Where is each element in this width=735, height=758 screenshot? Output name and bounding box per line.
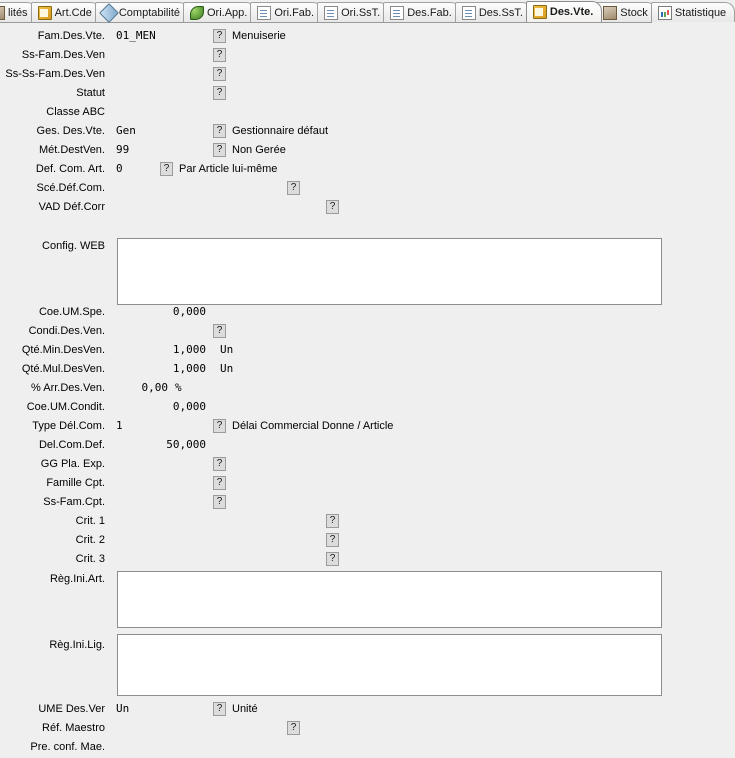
type-del-com-help-button[interactable]: ? <box>213 419 226 433</box>
tab-strip[interactable] <box>0 0 727 23</box>
tab-art-cde[interactable] <box>31 2 101 22</box>
field-label: Mét.DestVen. <box>38 144 105 156</box>
field-label: Réf. Maestro <box>42 722 105 734</box>
coe-um-spe-value[interactable]: 0,000 <box>172 305 206 318</box>
field-label: VAD Déf.Corr <box>38 201 105 213</box>
field-label: Qté.Mul.DesVen. <box>21 363 105 375</box>
field-row-type-del-com <box>0 418 652 437</box>
gg-pla-exp-help-button[interactable]: ? <box>213 457 226 471</box>
field-row-ss-ss-fam-des-ven <box>0 66 652 85</box>
tab-label: Statistique <box>674 6 727 19</box>
field-label: GG Pla. Exp. <box>40 458 105 470</box>
sce-def-com-help-button[interactable]: ? <box>287 181 300 195</box>
tab-label: Stock <box>620 6 648 19</box>
field-row-qte-min-desven <box>0 342 652 361</box>
arr-des-ven-value[interactable]: 0,00 <box>141 381 168 394</box>
met-destven-value[interactable]: 99 <box>116 143 130 156</box>
field-label: Config. WEB <box>42 240 105 252</box>
fam-des-vte-value[interactable]: 01_MEN <box>116 29 156 42</box>
reg-ini-art-textarea[interactable] <box>117 571 662 628</box>
field-row-statut <box>0 85 652 104</box>
field-row-crit-2 <box>0 532 652 551</box>
des-vte-form <box>0 23 652 753</box>
field-label: Pre. conf. Mae. <box>30 741 105 753</box>
field-row-ref-maestro <box>0 720 652 739</box>
config-web-textarea[interactable] <box>117 238 662 305</box>
tab-label: Des.Vte. <box>549 6 594 18</box>
tab-label: lités <box>8 6 28 19</box>
field-row-met-destven <box>0 142 652 161</box>
qte-mul-desven-value[interactable]: 1,000 <box>172 362 206 375</box>
field-label: Ss-Ss-Fam.Des.Ven <box>5 68 105 80</box>
field-row-ume-des-ver <box>0 701 652 720</box>
field-label: Ss-Fam.Cpt. <box>43 496 105 508</box>
field-row-qte-mul-desven <box>0 361 652 380</box>
tab-label: Ori.App. <box>207 6 248 19</box>
cube-icon <box>0 6 5 20</box>
field-row-ges-des-vte <box>0 123 652 142</box>
field-label: Type Dél.Com. <box>32 420 105 432</box>
field-label: Qté.Min.DesVen. <box>21 344 105 356</box>
tab-ori-sst[interactable] <box>317 2 389 22</box>
def-com-art-description: Par Article lui-même <box>179 163 278 175</box>
field-row-config-web <box>0 238 652 308</box>
chart-icon <box>658 6 672 20</box>
field-row-del-com-def <box>0 437 652 456</box>
tab-stock[interactable] <box>596 2 657 22</box>
met-destven-description: Non Gerée <box>232 144 286 156</box>
field-label: Fam.Des.Vte. <box>37 30 105 42</box>
field-label: Condi.Des.Ven. <box>28 325 105 337</box>
qte-mul-desven-unit: Un <box>220 362 234 375</box>
field-row-sce-def-com <box>0 180 652 199</box>
field-row-ss-fam-cpt <box>0 494 652 513</box>
ume-des-ver-description: Unité <box>232 703 258 715</box>
tab-label: Des.SsT. <box>478 6 523 19</box>
field-row-def-com-art <box>0 161 652 180</box>
crit-1-help-button[interactable]: ? <box>326 514 339 528</box>
crit-3-help-button[interactable]: ? <box>326 552 339 566</box>
crit-2-help-button[interactable]: ? <box>326 533 339 547</box>
ume-des-ver-help-button[interactable]: ? <box>213 702 226 716</box>
field-label: Ges. Des.Vte. <box>36 125 105 137</box>
leaf-icon <box>190 6 204 20</box>
tab-statistique[interactable] <box>651 2 735 22</box>
ref-maestro-help-button[interactable]: ? <box>287 721 300 735</box>
field-label: Règ.Ini.Art. <box>49 573 105 585</box>
tab-label: Ori.SsT. <box>341 6 381 19</box>
field-row-famille-cpt <box>0 475 652 494</box>
field-label: % Arr.Des.Ven. <box>31 382 105 394</box>
field-label: Crit. 2 <box>75 534 105 546</box>
ges-des-vte-help-button[interactable]: ? <box>213 124 226 138</box>
field-row-arr-des-ven <box>0 380 652 399</box>
condi-des-ven-help-button[interactable]: ? <box>213 324 226 338</box>
field-label: Règ.Ini.Lig. <box>49 639 105 651</box>
def-com-art-value[interactable]: 0 <box>116 162 123 175</box>
document-icon <box>324 6 338 20</box>
field-row-reg-ini-lig <box>0 631 652 697</box>
cube-icon <box>603 6 617 20</box>
type-del-com-description: Délai Commercial Donne / Article <box>232 420 394 432</box>
field-row-condi-des-ven <box>0 323 652 342</box>
qte-min-desven-unit: Un <box>220 343 234 356</box>
vad-def-corr-help-button[interactable]: ? <box>326 200 339 214</box>
reg-ini-lig-textarea[interactable] <box>117 634 662 696</box>
field-row-gg-pla-exp <box>0 456 652 475</box>
pencil-icon <box>99 3 119 23</box>
fam-des-vte-help-button[interactable]: ? <box>213 29 226 43</box>
field-row-coe-um-spe <box>0 304 652 570</box>
field-row-ss-fam-des-ven <box>0 47 652 66</box>
ss-ss-fam-des-ven-help-button[interactable]: ? <box>213 67 226 81</box>
field-label: Classe ABC <box>46 106 105 118</box>
tab-des-sst[interactable] <box>455 2 532 22</box>
field-row-fam-des-vte <box>0 28 652 47</box>
field-row-coe-um-condit <box>0 399 652 418</box>
ume-des-ver-value[interactable]: Un <box>116 702 130 715</box>
tab-label: Ori.Fab. <box>274 6 315 19</box>
met-destven-help-button[interactable]: ? <box>213 143 226 157</box>
arr-des-ven-unit: % <box>175 381 182 394</box>
tab-comptabilite[interactable] <box>95 2 189 22</box>
field-label: Scé.Déf.Com. <box>36 182 105 194</box>
field-label: Def. Com. Art. <box>35 163 105 175</box>
field-row-vad-def-corr <box>0 199 652 218</box>
book-icon <box>38 6 52 20</box>
document-icon <box>390 6 404 20</box>
tab-label: Des.Fab. <box>407 6 452 19</box>
field-label: Coe.UM.Condit. <box>26 401 105 413</box>
ges-des-vte-description: Gestionnaire défaut <box>232 125 329 137</box>
field-row-pre-conf-mae <box>0 739 652 758</box>
tab-des-vte[interactable] <box>526 1 602 22</box>
type-del-com-value[interactable]: 1 <box>116 419 123 432</box>
field-label: Coe.UM.Spe. <box>38 306 105 318</box>
field-label: Famille Cpt. <box>46 477 105 489</box>
ges-des-vte-value[interactable]: Gen <box>116 124 136 137</box>
document-icon <box>462 6 476 20</box>
field-row-classe-abc <box>0 104 652 123</box>
ss-fam-cpt-help-button[interactable]: ? <box>213 495 226 509</box>
field-label: Crit. 1 <box>75 515 105 527</box>
del-com-def-value[interactable]: 50,000 <box>166 438 206 451</box>
field-group-footer <box>0 701 652 758</box>
qte-min-desven-value[interactable]: 1,000 <box>172 343 206 356</box>
field-label: Ss-Fam.Des.Ven <box>21 49 105 61</box>
tab-des-fab[interactable] <box>383 2 461 22</box>
tab-ori-app[interactable] <box>183 2 256 22</box>
book-icon <box>533 5 547 19</box>
tab-label: Comptabilité <box>118 6 180 19</box>
field-row-crit-1 <box>0 513 652 532</box>
def-com-art-help-button[interactable]: ? <box>160 162 173 176</box>
field-label: UME Des.Ver <box>38 703 105 715</box>
field-label: Del.Com.Def. <box>38 439 105 451</box>
field-label: Crit. 3 <box>75 553 105 565</box>
famille-cpt-help-button[interactable]: ? <box>213 476 226 490</box>
document-icon <box>257 6 271 20</box>
fam-des-vte-description: Menuiserie <box>232 30 286 42</box>
coe-um-condit-value[interactable]: 0,000 <box>172 400 206 413</box>
ss-fam-des-ven-help-button[interactable]: ? <box>213 48 226 62</box>
field-row-reg-ini-art <box>0 568 652 630</box>
tab-ori-fab[interactable] <box>250 2 323 22</box>
field-label: Statut <box>76 87 105 99</box>
tab-label: Art.Cde <box>54 6 92 19</box>
statut-help-button[interactable]: ? <box>213 86 226 100</box>
